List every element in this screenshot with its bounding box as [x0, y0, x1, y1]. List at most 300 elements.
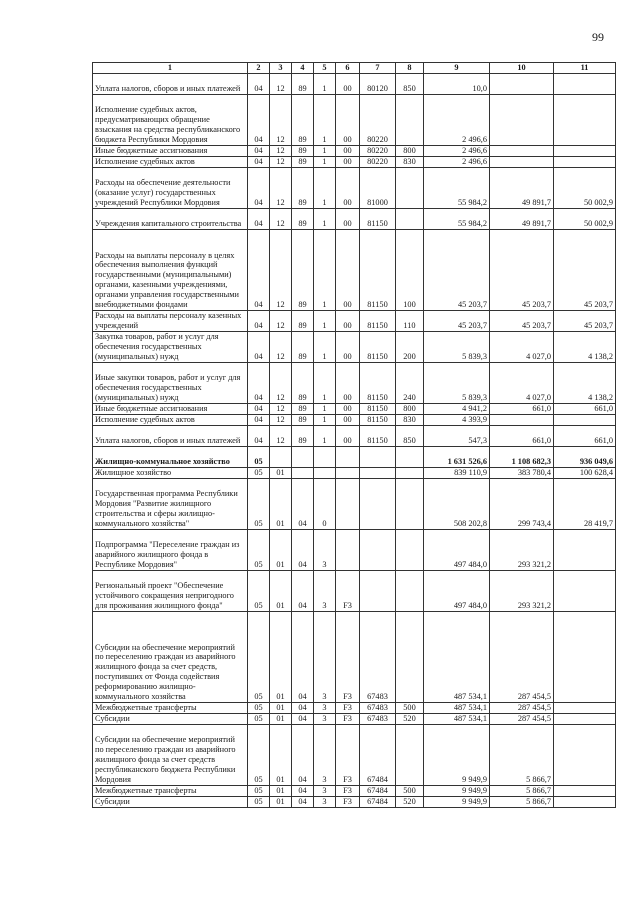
row-cell: 04 [292, 703, 314, 714]
row-cell: 89 [292, 95, 314, 146]
row-cell: 81150 [360, 363, 396, 404]
row-cell: 4 027,0 [490, 363, 554, 404]
row-cell: 839 110,9 [424, 468, 490, 479]
row-cell: F3 [336, 797, 360, 808]
row-cell [360, 468, 396, 479]
row-cell [360, 447, 396, 468]
row-cell: 100 [396, 230, 424, 311]
row-cell [490, 415, 554, 426]
row-name-cell: Иные бюджетные ассигнования [93, 146, 248, 157]
row-cell: 05 [248, 612, 270, 703]
row-cell: 00 [336, 209, 360, 230]
row-cell: 50 002,9 [554, 209, 616, 230]
row-cell: 4 393,9 [424, 415, 490, 426]
row-cell: 661,0 [490, 426, 554, 447]
row-cell: F3 [336, 725, 360, 786]
row-cell: 9 949,9 [424, 797, 490, 808]
row-cell [554, 571, 616, 612]
row-cell [396, 95, 424, 146]
row-name-cell: Субсидии на обеспечение мероприятий по переселению граждан из аварийного жилищного фонда за счет средств республиканского бюджета Республики Мордовия [93, 725, 248, 786]
row-cell: 01 [270, 786, 292, 797]
row-cell [292, 447, 314, 468]
row-cell: 12 [270, 426, 292, 447]
row-cell [554, 146, 616, 157]
row-cell: 100 628,4 [554, 468, 616, 479]
col-header: 9 [424, 63, 490, 74]
row-cell: 45 203,7 [490, 311, 554, 332]
row-cell: 01 [270, 479, 292, 530]
page-number: 99 [592, 30, 604, 44]
row-cell [396, 479, 424, 530]
row-cell: 89 [292, 230, 314, 311]
row-cell [360, 571, 396, 612]
row-cell: 04 [248, 168, 270, 209]
header-row [93, 63, 616, 74]
row-cell: 1 [314, 209, 336, 230]
row-cell: 81150 [360, 311, 396, 332]
row-cell: 12 [270, 415, 292, 426]
row-cell: 4 027,0 [490, 332, 554, 363]
row-name-cell: Исполнение судебных актов [93, 415, 248, 426]
row-cell: 04 [248, 415, 270, 426]
row-name-cell: Уплата налогов, сборов и иных платежей [93, 426, 248, 447]
row-cell: 89 [292, 415, 314, 426]
col-header: 3 [270, 63, 292, 74]
row-cell: 05 [248, 468, 270, 479]
row-cell: 1 108 682,3 [490, 447, 554, 468]
col-header: 4 [292, 63, 314, 74]
row-cell: 81150 [360, 209, 396, 230]
row-cell: 04 [292, 725, 314, 786]
row-cell: 04 [248, 209, 270, 230]
row-cell: 01 [270, 714, 292, 725]
row-cell: 81150 [360, 404, 396, 415]
row-cell: 45 203,7 [554, 230, 616, 311]
row-cell: 28 419,7 [554, 479, 616, 530]
row-cell: 10,0 [424, 74, 490, 95]
row-cell [336, 479, 360, 530]
row-cell: 00 [336, 426, 360, 447]
table-row [93, 332, 616, 363]
row-cell [554, 415, 616, 426]
row-cell: 487 534,1 [424, 714, 490, 725]
row-cell: 500 [396, 786, 424, 797]
row-cell: 05 [248, 571, 270, 612]
col-header: 7 [360, 63, 396, 74]
row-name-cell: Региональный проект "Обеспечение устойчивого сокращения непригодного для проживания жилищного фонда" [93, 571, 248, 612]
row-cell: 81150 [360, 230, 396, 311]
row-cell: 05 [248, 797, 270, 808]
row-cell: 12 [270, 146, 292, 157]
row-cell: 81150 [360, 426, 396, 447]
row-cell: 67483 [360, 703, 396, 714]
row-cell: 01 [270, 571, 292, 612]
row-cell: F3 [336, 714, 360, 725]
row-cell: F3 [336, 612, 360, 703]
row-cell: 1 [314, 363, 336, 404]
row-name-cell: Жилищное хозяйство [93, 468, 248, 479]
row-cell: 67483 [360, 612, 396, 703]
row-cell: 487 534,1 [424, 703, 490, 714]
row-cell: 05 [248, 703, 270, 714]
row-cell: 299 743,4 [490, 479, 554, 530]
row-name-cell: Расходы на выплаты персоналу в целях обеспечения выполнения функций государственными (муниципальными) органами, казенными учреждениями, органами управления государственными внебюджетными фондами [93, 230, 248, 311]
row-cell [396, 468, 424, 479]
row-cell [554, 95, 616, 146]
row-cell: 5 866,7 [490, 786, 554, 797]
row-cell: 5 839,3 [424, 332, 490, 363]
row-cell: 80220 [360, 157, 396, 168]
row-cell: 04 [292, 479, 314, 530]
row-name-cell: Исполнение судебных актов, предусматривающих обращение взыскания на средства республиканского бюджета Республики Мордовия [93, 95, 248, 146]
row-cell: 487 534,1 [424, 612, 490, 703]
row-cell: 67483 [360, 714, 396, 725]
row-cell: 1 [314, 95, 336, 146]
row-cell: 2 496,6 [424, 146, 490, 157]
row-cell [554, 703, 616, 714]
row-cell: 67484 [360, 786, 396, 797]
row-cell: 55 984,2 [424, 168, 490, 209]
row-cell [554, 74, 616, 95]
table-row [93, 404, 616, 415]
row-cell: 3 [314, 530, 336, 571]
row-cell: 3 [314, 797, 336, 808]
table-row [93, 426, 616, 447]
row-cell: 55 984,2 [424, 209, 490, 230]
row-cell [554, 612, 616, 703]
row-cell [396, 725, 424, 786]
row-cell: 1 [314, 415, 336, 426]
row-name-cell: Субсидии [93, 797, 248, 808]
col-header: 8 [396, 63, 424, 74]
row-cell: 1 [314, 168, 336, 209]
table-body [93, 74, 616, 808]
row-cell: 12 [270, 332, 292, 363]
row-cell: 2 496,6 [424, 157, 490, 168]
table-row [93, 786, 616, 797]
row-cell: 12 [270, 95, 292, 146]
row-cell: 3 [314, 703, 336, 714]
table-row [93, 703, 616, 714]
row-cell: 936 049,6 [554, 447, 616, 468]
row-name-cell: Жилищно-коммунальное хозяйство [93, 447, 248, 468]
col-header: 6 [336, 63, 360, 74]
row-cell [270, 447, 292, 468]
row-cell: 05 [248, 714, 270, 725]
table-row [93, 230, 616, 311]
row-name-cell: Исполнение судебных актов [93, 157, 248, 168]
row-cell: 05 [248, 479, 270, 530]
row-cell: 49 891,7 [490, 168, 554, 209]
row-cell: 1 [314, 146, 336, 157]
row-cell: 04 [248, 332, 270, 363]
row-cell: 12 [270, 363, 292, 404]
row-cell [396, 168, 424, 209]
row-cell: 3 [314, 571, 336, 612]
row-name-cell: Субсидии [93, 714, 248, 725]
row-cell: 45 203,7 [424, 311, 490, 332]
table-row [93, 714, 616, 725]
table-row [93, 571, 616, 612]
row-cell: 800 [396, 404, 424, 415]
row-cell: 661,0 [490, 404, 554, 415]
row-cell: 00 [336, 332, 360, 363]
table-row [93, 95, 616, 146]
table-row [93, 797, 616, 808]
table-row [93, 530, 616, 571]
table-row [93, 479, 616, 530]
row-cell: 1 [314, 74, 336, 95]
row-cell: 45 203,7 [424, 230, 490, 311]
table-row [93, 415, 616, 426]
row-cell: 81150 [360, 415, 396, 426]
row-cell: 1 [314, 426, 336, 447]
row-cell: 9 949,9 [424, 786, 490, 797]
row-cell: 45 203,7 [554, 311, 616, 332]
row-cell: 661,0 [554, 426, 616, 447]
row-cell [314, 468, 336, 479]
row-cell: 1 [314, 230, 336, 311]
row-cell: 3 [314, 714, 336, 725]
row-cell: 12 [270, 209, 292, 230]
row-cell: 1 [314, 332, 336, 363]
row-cell [396, 612, 424, 703]
row-cell: 520 [396, 714, 424, 725]
row-cell [490, 95, 554, 146]
row-name-cell: Иные бюджетные ассигнования [93, 404, 248, 415]
row-name-cell: Иные закупки товаров, работ и услуг для обеспечения государственных (муниципальных) нужд [93, 363, 248, 404]
row-cell: 05 [248, 530, 270, 571]
row-cell: 04 [292, 571, 314, 612]
row-cell: 547,3 [424, 426, 490, 447]
row-cell [490, 74, 554, 95]
row-cell: 830 [396, 415, 424, 426]
row-cell: 287 454,5 [490, 703, 554, 714]
row-cell: 80120 [360, 74, 396, 95]
row-cell [360, 479, 396, 530]
row-cell [336, 468, 360, 479]
row-cell: 89 [292, 74, 314, 95]
row-cell: 1 631 526,6 [424, 447, 490, 468]
row-cell: 12 [270, 168, 292, 209]
row-cell: 89 [292, 209, 314, 230]
row-cell: 04 [248, 146, 270, 157]
col-header: 10 [490, 63, 554, 74]
table-row [93, 157, 616, 168]
row-cell: 04 [248, 404, 270, 415]
row-cell: 89 [292, 363, 314, 404]
row-cell: 1 [314, 404, 336, 415]
row-cell: 1 [314, 157, 336, 168]
row-cell: 850 [396, 74, 424, 95]
row-cell: 01 [270, 725, 292, 786]
row-name-cell: Учреждения капитального строительства [93, 209, 248, 230]
row-cell: 110 [396, 311, 424, 332]
row-name-cell: Межбюджетные трансферты [93, 786, 248, 797]
row-cell: 01 [270, 797, 292, 808]
table-row [93, 146, 616, 157]
row-cell: 04 [248, 363, 270, 404]
row-cell: 508 202,8 [424, 479, 490, 530]
row-cell: 3 [314, 786, 336, 797]
col-header: 5 [314, 63, 336, 74]
row-cell: 00 [336, 146, 360, 157]
row-name-cell: Государственная программа Республики Мордовия "Развитие жилищного строительства и сферы жилищно-коммунального хозяйства" [93, 479, 248, 530]
row-cell: 5 839,3 [424, 363, 490, 404]
budget-table [92, 62, 616, 808]
row-cell: 05 [248, 725, 270, 786]
row-cell [336, 447, 360, 468]
row-cell: 293 321,2 [490, 530, 554, 571]
row-cell: 12 [270, 157, 292, 168]
row-cell: 04 [292, 714, 314, 725]
row-cell: F3 [336, 571, 360, 612]
row-cell: 81000 [360, 168, 396, 209]
row-cell: 800 [396, 146, 424, 157]
row-cell [554, 714, 616, 725]
row-cell: 04 [248, 157, 270, 168]
row-cell: 500 [396, 703, 424, 714]
row-cell: 01 [270, 530, 292, 571]
row-cell: 67484 [360, 725, 396, 786]
row-cell: 661,0 [554, 404, 616, 415]
row-name-cell: Субсидии на обеспечение мероприятий по переселению граждан из аварийного жилищного фонда за счет средств, поступивших от Фонда содействия реформированию жилищно-коммунального хозяйства [93, 612, 248, 703]
row-cell: 04 [248, 95, 270, 146]
row-name-cell: Межбюджетные трансферты [93, 703, 248, 714]
row-cell: 67484 [360, 797, 396, 808]
row-cell: 04 [292, 797, 314, 808]
table-row [93, 168, 616, 209]
row-cell [292, 468, 314, 479]
row-cell: 200 [396, 332, 424, 363]
row-cell: 4 138,2 [554, 332, 616, 363]
row-cell: 9 949,9 [424, 725, 490, 786]
row-cell: 01 [270, 703, 292, 714]
row-cell: 05 [248, 786, 270, 797]
row-cell: 04 [292, 786, 314, 797]
row-cell: 497 484,0 [424, 530, 490, 571]
row-cell: 04 [292, 530, 314, 571]
row-cell: 89 [292, 146, 314, 157]
row-cell: 89 [292, 332, 314, 363]
row-cell [554, 157, 616, 168]
row-cell: 50 002,9 [554, 168, 616, 209]
row-cell: 01 [270, 468, 292, 479]
row-cell: F3 [336, 786, 360, 797]
row-cell: 04 [248, 74, 270, 95]
row-cell: 12 [270, 230, 292, 311]
row-cell: 520 [396, 797, 424, 808]
row-cell: F3 [336, 703, 360, 714]
row-name-cell: Закупка товаров, работ и услуг для обеспечения государственных (муниципальных) нужд [93, 332, 248, 363]
table-row [93, 447, 616, 468]
row-cell: 81150 [360, 332, 396, 363]
row-cell: 240 [396, 363, 424, 404]
row-cell: 89 [292, 157, 314, 168]
row-cell: 5 866,7 [490, 725, 554, 786]
row-cell: 3 [314, 725, 336, 786]
row-name-cell: Расходы на выплаты персоналу казенных учреждений [93, 311, 248, 332]
row-cell: 04 [248, 230, 270, 311]
row-cell: 00 [336, 230, 360, 311]
row-cell: 12 [270, 74, 292, 95]
row-cell: 2 496,6 [424, 95, 490, 146]
row-cell: 5 866,7 [490, 797, 554, 808]
table-row [93, 209, 616, 230]
row-cell: 00 [336, 95, 360, 146]
row-cell: 80220 [360, 146, 396, 157]
col-header: 1 [93, 63, 248, 74]
row-cell [396, 447, 424, 468]
table-row [93, 363, 616, 404]
row-cell: 0 [314, 479, 336, 530]
row-cell: 49 891,7 [490, 209, 554, 230]
row-cell: 00 [336, 415, 360, 426]
row-cell: 89 [292, 404, 314, 415]
row-cell: 01 [270, 612, 292, 703]
row-cell: 00 [336, 404, 360, 415]
row-cell [490, 146, 554, 157]
row-cell: 4 138,2 [554, 363, 616, 404]
row-cell [490, 157, 554, 168]
row-cell: 830 [396, 157, 424, 168]
row-cell [396, 571, 424, 612]
col-header: 2 [248, 63, 270, 74]
col-header: 11 [554, 63, 616, 74]
row-cell: 12 [270, 404, 292, 415]
row-cell: 287 454,5 [490, 714, 554, 725]
row-cell: 00 [336, 157, 360, 168]
row-cell: 383 780,4 [490, 468, 554, 479]
table-row [93, 74, 616, 95]
row-cell [554, 725, 616, 786]
table-row [93, 612, 616, 703]
row-cell: 00 [336, 311, 360, 332]
row-cell: 04 [292, 612, 314, 703]
row-cell: 287 454,5 [490, 612, 554, 703]
row-cell [396, 530, 424, 571]
row-name-cell: Расходы на обеспечение деятельности (оказание услуг) государственных учреждений Республики Мордовия [93, 168, 248, 209]
table-row [93, 311, 616, 332]
row-cell: 293 321,2 [490, 571, 554, 612]
row-cell: 45 203,7 [490, 230, 554, 311]
row-cell [336, 530, 360, 571]
row-cell: 1 [314, 311, 336, 332]
row-cell [554, 530, 616, 571]
row-cell: 04 [248, 311, 270, 332]
row-cell: 12 [270, 311, 292, 332]
row-cell [360, 530, 396, 571]
row-name-cell: Подпрограмма "Переселение граждан из аварийного жилищного фонда в Республике Мордовия" [93, 530, 248, 571]
row-cell: 89 [292, 168, 314, 209]
row-cell [396, 209, 424, 230]
row-cell: 05 [248, 447, 270, 468]
table-row [93, 468, 616, 479]
row-cell: 00 [336, 168, 360, 209]
row-cell: 850 [396, 426, 424, 447]
row-cell: 89 [292, 311, 314, 332]
row-cell: 89 [292, 426, 314, 447]
row-cell: 80220 [360, 95, 396, 146]
row-cell: 00 [336, 363, 360, 404]
row-cell: 497 484,0 [424, 571, 490, 612]
row-cell: 00 [336, 74, 360, 95]
row-cell [314, 447, 336, 468]
table-row [93, 725, 616, 786]
row-cell: 4 941,2 [424, 404, 490, 415]
row-cell: 3 [314, 612, 336, 703]
row-cell [554, 786, 616, 797]
